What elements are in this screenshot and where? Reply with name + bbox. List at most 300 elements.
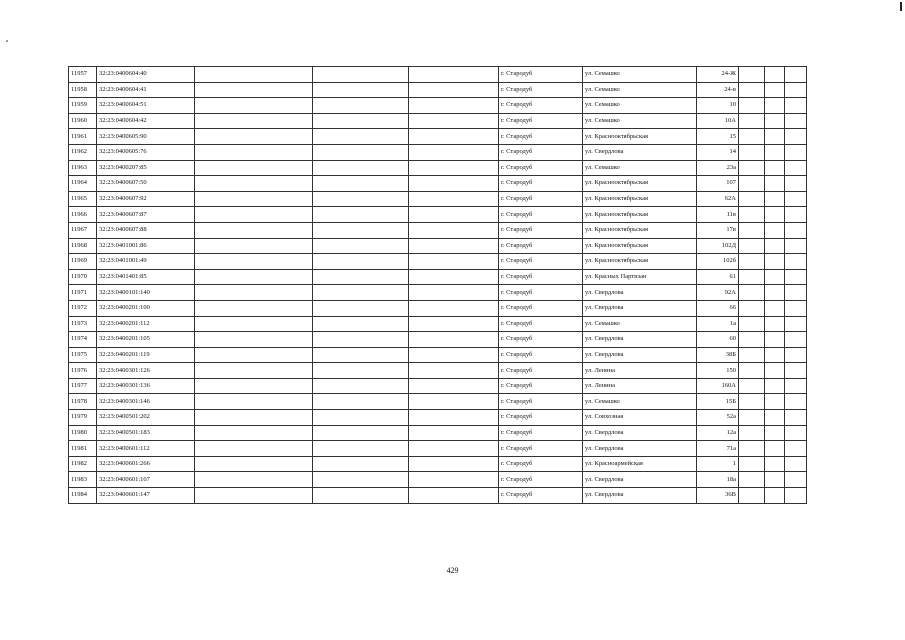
house-number: 60	[697, 332, 739, 348]
blank-cell	[785, 488, 807, 504]
row-number: 11983	[69, 472, 97, 488]
blank-cell	[195, 238, 313, 254]
table-row	[69, 191, 807, 207]
blank-cell	[765, 113, 785, 129]
blank-cell	[409, 378, 499, 394]
street-cell: ул. Семашко	[583, 316, 697, 332]
blank-cell	[409, 82, 499, 98]
blank-cell	[195, 332, 313, 348]
house-number: 24-в	[697, 82, 739, 98]
blank-cell	[765, 394, 785, 410]
street-cell: ул. Семашко	[583, 394, 697, 410]
row-number: 11962	[69, 144, 97, 160]
cadastral-number: 32:23:0400605:90	[97, 129, 195, 145]
blank-cell	[195, 441, 313, 457]
blank-cell	[313, 129, 409, 145]
city-cell: г. Стародуб	[499, 394, 583, 410]
table-row	[69, 269, 807, 285]
blank-cell	[195, 394, 313, 410]
blank-cell	[785, 425, 807, 441]
blank-cell	[313, 316, 409, 332]
blank-cell	[739, 129, 765, 145]
house-number: 12а	[697, 425, 739, 441]
house-number: 14	[697, 144, 739, 160]
cadastral-number: 32:23:0400607:87	[97, 207, 195, 223]
table-row	[69, 144, 807, 160]
blank-cell	[195, 67, 313, 83]
blank-cell	[195, 82, 313, 98]
blank-cell	[765, 222, 785, 238]
house-number: 10А	[697, 113, 739, 129]
blank-cell	[409, 222, 499, 238]
table-row	[69, 472, 807, 488]
house-number: 62А	[697, 191, 739, 207]
blank-cell	[765, 316, 785, 332]
house-number: 15Б	[697, 394, 739, 410]
house-number: 24-Ж	[697, 67, 739, 83]
blank-cell	[195, 269, 313, 285]
blank-cell	[313, 378, 409, 394]
blank-cell	[765, 254, 785, 270]
street-cell: ул. Семашко	[583, 98, 697, 114]
blank-cell	[195, 300, 313, 316]
blank-cell	[409, 425, 499, 441]
blank-cell	[785, 410, 807, 426]
house-number: 102б	[697, 254, 739, 270]
blank-cell	[785, 82, 807, 98]
blank-cell	[409, 316, 499, 332]
house-number: 17в	[697, 222, 739, 238]
blank-cell	[765, 425, 785, 441]
street-cell: ул. Красноoктябрьская	[583, 176, 697, 192]
street-cell: ул. Семашко	[583, 82, 697, 98]
blank-cell	[785, 98, 807, 114]
blank-cell	[785, 441, 807, 457]
blank-cell	[765, 378, 785, 394]
blank-cell	[785, 113, 807, 129]
street-cell: ул. Семашко	[583, 113, 697, 129]
cadastral-number: 32:23:0400201:112	[97, 316, 195, 332]
house-number: 160А	[697, 378, 739, 394]
blank-cell	[785, 207, 807, 223]
cadastral-number: 32:23:0400101:140	[97, 285, 195, 301]
blank-cell	[409, 410, 499, 426]
blank-cell	[195, 191, 313, 207]
street-cell: ул. Семашко	[583, 67, 697, 83]
row-number: 11970	[69, 269, 97, 285]
row-number: 11976	[69, 363, 97, 379]
blank-cell	[765, 347, 785, 363]
blank-cell	[765, 129, 785, 145]
street-cell: ул. Ленина	[583, 363, 697, 379]
house-number: 1	[697, 456, 739, 472]
row-number: 11967	[69, 222, 97, 238]
blank-cell	[313, 394, 409, 410]
blank-cell	[313, 254, 409, 270]
blank-cell	[195, 363, 313, 379]
blank-cell	[785, 254, 807, 270]
city-cell: г. Стародуб	[499, 316, 583, 332]
row-number: 11972	[69, 300, 97, 316]
blank-cell	[313, 441, 409, 457]
blank-cell	[739, 410, 765, 426]
blank-cell	[765, 441, 785, 457]
blank-cell	[313, 144, 409, 160]
city-cell: г. Стародуб	[499, 347, 583, 363]
city-cell: г. Стародуб	[499, 456, 583, 472]
street-cell: ул. Красных Партизан	[583, 269, 697, 285]
blank-cell	[765, 238, 785, 254]
blank-cell	[409, 176, 499, 192]
blank-cell	[195, 472, 313, 488]
registry-body	[69, 67, 807, 504]
cadastral-number: 32:23:0400607:92	[97, 191, 195, 207]
table-row	[69, 238, 807, 254]
table-row	[69, 222, 807, 238]
house-number: 71а	[697, 441, 739, 457]
row-number: 11958	[69, 82, 97, 98]
street-cell: ул. Красноoктябрьская	[583, 222, 697, 238]
row-number: 11984	[69, 488, 97, 504]
blank-cell	[195, 425, 313, 441]
row-number: 11968	[69, 238, 97, 254]
blank-cell	[195, 347, 313, 363]
blank-cell	[739, 222, 765, 238]
blank-cell	[765, 300, 785, 316]
blank-cell	[739, 488, 765, 504]
house-number: 15	[697, 129, 739, 145]
blank-cell	[313, 98, 409, 114]
blank-cell	[785, 238, 807, 254]
city-cell: г. Стародуб	[499, 254, 583, 270]
blank-cell	[195, 285, 313, 301]
street-cell: ул. Свердлова	[583, 144, 697, 160]
cadastral-number: 32:23:0400601:112	[97, 441, 195, 457]
blank-cell	[785, 144, 807, 160]
blank-cell	[195, 222, 313, 238]
table-row	[69, 441, 807, 457]
blank-cell	[785, 129, 807, 145]
city-cell: г. Стародуб	[499, 144, 583, 160]
blank-cell	[313, 332, 409, 348]
blank-cell	[739, 269, 765, 285]
row-number: 11960	[69, 113, 97, 129]
cadastral-number: 32:23:0400607:50	[97, 176, 195, 192]
blank-cell	[739, 425, 765, 441]
city-cell: г. Стародуб	[499, 300, 583, 316]
cadastral-number: 32:23:0400604:40	[97, 67, 195, 83]
cadastral-number: 32:23:0400207:85	[97, 160, 195, 176]
city-cell: г. Стародуб	[499, 238, 583, 254]
blank-cell	[765, 98, 785, 114]
blank-cell	[739, 285, 765, 301]
house-number: 107	[697, 176, 739, 192]
blank-cell	[313, 222, 409, 238]
city-cell: г. Стародуб	[499, 222, 583, 238]
cadastral-number: 32:23:0400604:42	[97, 113, 195, 129]
blank-cell	[195, 316, 313, 332]
table-row	[69, 98, 807, 114]
city-cell: г. Стародуб	[499, 98, 583, 114]
city-cell: г. Стародуб	[499, 488, 583, 504]
blank-cell	[765, 67, 785, 83]
row-number: 11981	[69, 441, 97, 457]
blank-cell	[785, 300, 807, 316]
house-number: 52а	[697, 410, 739, 426]
blank-cell	[313, 238, 409, 254]
city-cell: г. Стародуб	[499, 67, 583, 83]
row-number: 11963	[69, 160, 97, 176]
blank-cell	[409, 441, 499, 457]
city-cell: г. Стародуб	[499, 410, 583, 426]
blank-cell	[739, 207, 765, 223]
blank-cell	[765, 176, 785, 192]
row-number: 11964	[69, 176, 97, 192]
blank-cell	[313, 300, 409, 316]
city-cell: г. Стародуб	[499, 441, 583, 457]
blank-cell	[409, 488, 499, 504]
cadastral-number: 32:23:0401401:85	[97, 269, 195, 285]
city-cell: г. Стародуб	[499, 472, 583, 488]
row-number: 11957	[69, 67, 97, 83]
blank-cell	[409, 113, 499, 129]
blank-cell	[409, 98, 499, 114]
city-cell: г. Стародуб	[499, 425, 583, 441]
blank-cell	[409, 456, 499, 472]
blank-cell	[409, 269, 499, 285]
blank-cell	[313, 285, 409, 301]
blank-cell	[739, 363, 765, 379]
row-number: 11966	[69, 207, 97, 223]
street-cell: ул. Свердлова	[583, 285, 697, 301]
blank-cell	[409, 394, 499, 410]
table-row	[69, 82, 807, 98]
table-row	[69, 285, 807, 301]
row-number: 11975	[69, 347, 97, 363]
blank-cell	[739, 456, 765, 472]
blank-cell	[739, 316, 765, 332]
city-cell: г. Стародуб	[499, 113, 583, 129]
blank-cell	[765, 472, 785, 488]
blank-cell	[739, 113, 765, 129]
street-cell: ул. Свердлова	[583, 300, 697, 316]
blank-cell	[409, 254, 499, 270]
blank-cell	[195, 113, 313, 129]
city-cell: г. Стародуб	[499, 378, 583, 394]
table-row	[69, 300, 807, 316]
city-cell: г. Стародуб	[499, 285, 583, 301]
street-cell: ул. Свердлова	[583, 332, 697, 348]
cadastral-number: 32:23:0400501:202	[97, 410, 195, 426]
cadastral-number: 32:23:0400601:266	[97, 456, 195, 472]
blank-cell	[409, 67, 499, 83]
blank-cell	[739, 98, 765, 114]
blank-cell	[739, 160, 765, 176]
row-number: 11961	[69, 129, 97, 145]
blank-cell	[785, 269, 807, 285]
blank-cell	[409, 129, 499, 145]
blank-cell	[313, 113, 409, 129]
blank-cell	[785, 285, 807, 301]
blank-cell	[765, 191, 785, 207]
table-row	[69, 410, 807, 426]
blank-cell	[739, 254, 765, 270]
cadastral-number: 32:23:0400201:105	[97, 332, 195, 348]
street-cell: ул. Свердлова	[583, 472, 697, 488]
street-cell: ул. Красноoктябрьская	[583, 191, 697, 207]
city-cell: г. Стародуб	[499, 332, 583, 348]
blank-cell	[785, 160, 807, 176]
blank-cell	[785, 347, 807, 363]
table-row	[69, 316, 807, 332]
table-row	[69, 67, 807, 83]
row-number: 11979	[69, 410, 97, 426]
blank-cell	[313, 207, 409, 223]
house-number: 1а	[697, 316, 739, 332]
street-cell: ул. Ленина	[583, 378, 697, 394]
street-cell: ул. Свердлова	[583, 488, 697, 504]
blank-cell	[739, 82, 765, 98]
blank-cell	[739, 144, 765, 160]
row-number: 11965	[69, 191, 97, 207]
scan-corner-mark	[900, 2, 902, 11]
row-number: 11978	[69, 394, 97, 410]
table-row	[69, 207, 807, 223]
house-number: 102Д	[697, 238, 739, 254]
blank-cell	[409, 144, 499, 160]
blank-cell	[195, 410, 313, 426]
blank-cell	[313, 472, 409, 488]
house-number: 23а	[697, 160, 739, 176]
blank-cell	[409, 332, 499, 348]
blank-cell	[409, 347, 499, 363]
blank-cell	[739, 394, 765, 410]
table-row	[69, 254, 807, 270]
table-row	[69, 129, 807, 145]
blank-cell	[313, 269, 409, 285]
blank-cell	[195, 254, 313, 270]
table-row	[69, 456, 807, 472]
blank-cell	[195, 207, 313, 223]
house-number: 61	[697, 269, 739, 285]
city-cell: г. Стародуб	[499, 363, 583, 379]
cadastral-number: 32:23:0400604:51	[97, 98, 195, 114]
blank-cell	[195, 160, 313, 176]
blank-cell	[785, 67, 807, 83]
blank-cell	[765, 207, 785, 223]
table-row	[69, 176, 807, 192]
blank-cell	[195, 378, 313, 394]
blank-cell	[195, 176, 313, 192]
blank-cell	[409, 300, 499, 316]
blank-cell	[313, 363, 409, 379]
blank-cell	[409, 191, 499, 207]
blank-cell	[409, 160, 499, 176]
street-cell: ул. Совхозная	[583, 410, 697, 426]
table-row	[69, 378, 807, 394]
blank-cell	[313, 160, 409, 176]
blank-cell	[409, 285, 499, 301]
city-cell: г. Стародуб	[499, 207, 583, 223]
blank-cell	[765, 456, 785, 472]
row-number: 11959	[69, 98, 97, 114]
blank-cell	[739, 67, 765, 83]
blank-cell	[313, 456, 409, 472]
cadastral-number: 32:23:0400604:41	[97, 82, 195, 98]
house-number: 18а	[697, 472, 739, 488]
cadastral-number: 32:23:0401001:49	[97, 254, 195, 270]
scan-artifact	[6, 40, 8, 42]
house-number: 150	[697, 363, 739, 379]
cadastral-number: 32:23:0400607:88	[97, 222, 195, 238]
cadastral-number: 32:23:0401001:86	[97, 238, 195, 254]
table-row	[69, 394, 807, 410]
table-row	[69, 113, 807, 129]
house-number: 38Б	[697, 347, 739, 363]
city-cell: г. Стародуб	[499, 160, 583, 176]
cadastral-number: 32:23:0400501:183	[97, 425, 195, 441]
blank-cell	[765, 160, 785, 176]
table-row	[69, 332, 807, 348]
city-cell: г. Стародуб	[499, 129, 583, 145]
blank-cell	[409, 472, 499, 488]
row-number: 11971	[69, 285, 97, 301]
blank-cell	[313, 67, 409, 83]
blank-cell	[313, 82, 409, 98]
street-cell: ул. Красноoктябрьская	[583, 207, 697, 223]
cadastral-number: 32:23:0400301:146	[97, 394, 195, 410]
blank-cell	[739, 238, 765, 254]
street-cell: ул. Свердлова	[583, 425, 697, 441]
blank-cell	[785, 332, 807, 348]
blank-cell	[409, 363, 499, 379]
blank-cell	[765, 82, 785, 98]
blank-cell	[739, 472, 765, 488]
blank-cell	[313, 176, 409, 192]
row-number: 11969	[69, 254, 97, 270]
blank-cell	[313, 488, 409, 504]
street-cell: ул. Красноoктябрьская	[583, 238, 697, 254]
blank-cell	[739, 176, 765, 192]
cadastral-number: 32:23:0400301:126	[97, 363, 195, 379]
table-row	[69, 363, 807, 379]
row-number: 11974	[69, 332, 97, 348]
city-cell: г. Стародуб	[499, 191, 583, 207]
property-registry-table	[68, 66, 807, 504]
cadastral-number: 32:23:0400605:76	[97, 144, 195, 160]
street-cell: ул. Красноармейская	[583, 456, 697, 472]
blank-cell	[739, 332, 765, 348]
blank-cell	[785, 316, 807, 332]
table-row	[69, 488, 807, 504]
house-number: 36В	[697, 488, 739, 504]
blank-cell	[785, 222, 807, 238]
cadastral-number: 32:23:0400201:100	[97, 300, 195, 316]
row-number: 11980	[69, 425, 97, 441]
street-cell: ул. Свердлова	[583, 347, 697, 363]
blank-cell	[739, 441, 765, 457]
row-number: 11973	[69, 316, 97, 332]
house-number: 11в	[697, 207, 739, 223]
blank-cell	[195, 98, 313, 114]
blank-cell	[409, 207, 499, 223]
cadastral-number: 32:23:0400201:119	[97, 347, 195, 363]
blank-cell	[785, 191, 807, 207]
blank-cell	[409, 238, 499, 254]
blank-cell	[739, 191, 765, 207]
blank-cell	[765, 488, 785, 504]
blank-cell	[739, 300, 765, 316]
